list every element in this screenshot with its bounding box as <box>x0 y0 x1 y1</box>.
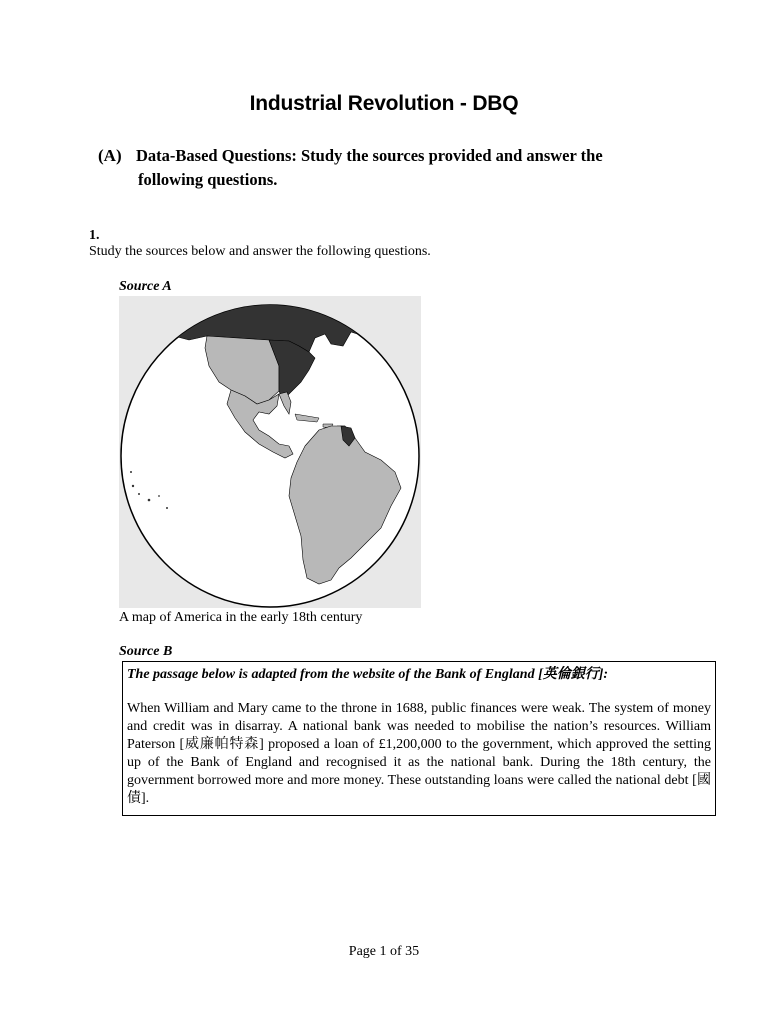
section-heading-line-1: Data-Based Questions: Study the sources provided and answer the <box>136 146 603 165</box>
source-b-label: Source B <box>119 644 173 659</box>
source-a-label: Source A <box>119 279 172 294</box>
source-b-intro: The passage below is adapted from the website of the Bank of England [英倫銀行]: <box>127 667 609 682</box>
page-title: Industrial Revolution - DBQ <box>249 92 519 115</box>
section-marker: (A) <box>98 146 122 165</box>
source-b-passage-box <box>122 661 716 816</box>
america-globe-map <box>119 296 421 608</box>
source-b-body: When William and Mary came to the throne in 1688, public finances were weak. The system of money and credit was in disarray. A national bank was needed to mobilise the nation’s resources. William Paterson [威廉帕特森] proposed a loan of £1,200,000 to the government, which approved the setting up of the Bank of England and recognised it as the national bank. During the 18th century, the government borrowed more and more money. These outstanding loans were called the national debt [國債]. <box>127 701 711 806</box>
page-footer: Page 1 of 35 <box>348 944 420 959</box>
section-heading-line-2: following questions. <box>138 170 278 189</box>
question-instruction: Study the sources below and answer the following questions. <box>89 244 431 259</box>
section-heading <box>98 144 678 192</box>
source-a-caption: A map of America in the early 18th century <box>119 610 363 625</box>
question-number: 1. <box>89 228 100 243</box>
source-a-map <box>119 296 421 608</box>
